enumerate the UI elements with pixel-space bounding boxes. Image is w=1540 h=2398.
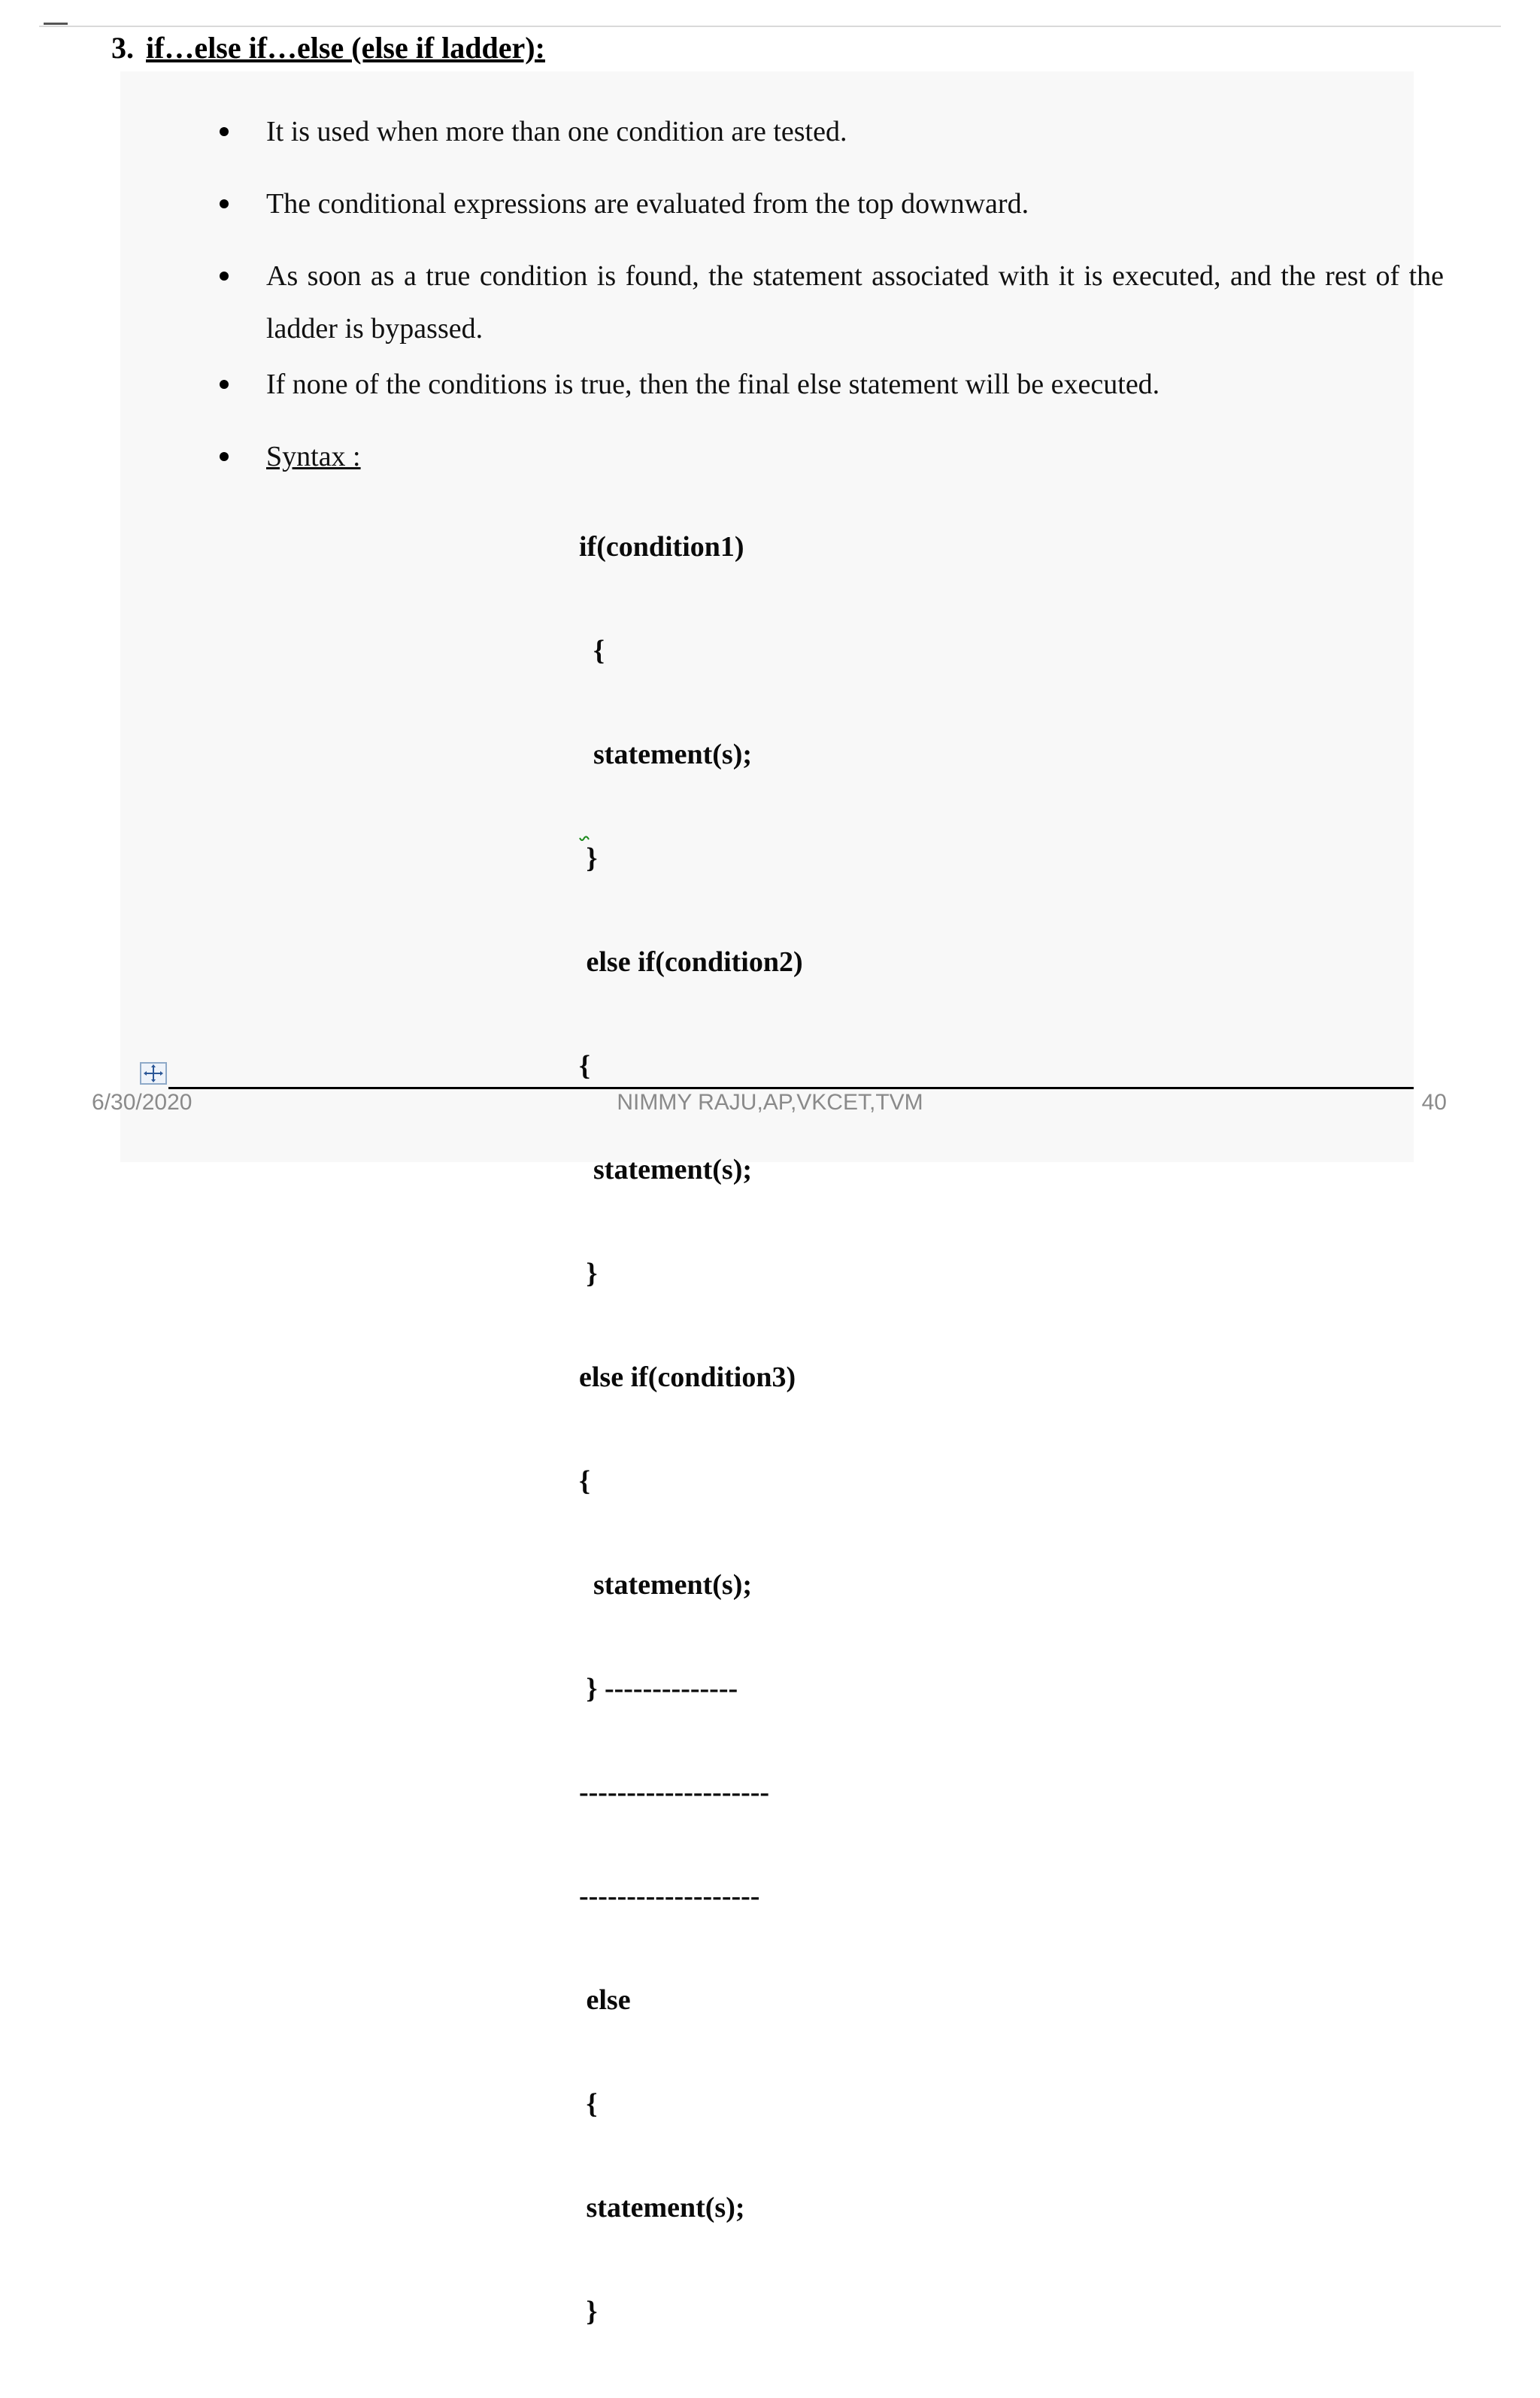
code-line: { <box>579 1050 590 1082</box>
footer-author: NIMMY RAJU,AP,VKCET,TVM <box>617 1090 923 1115</box>
bullet-text: It is used when more than one condition are tested. <box>266 116 847 147</box>
section-number: 3. <box>111 31 134 65</box>
code-line: } <box>579 842 598 874</box>
code-line: ------------------- <box>579 1880 760 1912</box>
code-line: } <box>579 1258 598 1289</box>
code-line: { <box>579 635 605 666</box>
syntax-label: Syntax : <box>266 441 361 472</box>
bullet-text: The conditional expressions are evaluated from the top downward. <box>266 188 1029 220</box>
bullet-dot-icon <box>220 127 229 136</box>
bullet-dot-icon <box>220 452 229 461</box>
code-line: } <box>579 2296 598 2327</box>
code-line: { <box>579 2088 598 2120</box>
code-line: statement(s); <box>579 739 753 770</box>
bullet-dot-icon <box>220 380 229 389</box>
bullet-item <box>211 430 1444 483</box>
code-line: statement(s); <box>579 1154 753 1185</box>
code-line: -------------------- <box>579 1777 770 1808</box>
move-cross-icon[interactable] <box>140 1062 167 1085</box>
code-line: statement(s); <box>579 2192 745 2223</box>
code-line: { <box>579 1465 590 1497</box>
section-title: if…else if…else (else if ladder): <box>146 31 545 65</box>
bullet-item <box>211 178 1444 230</box>
code-line: else if(condition2) <box>579 946 803 978</box>
code-line: else <box>579 1984 631 2016</box>
bullet-dot-icon <box>220 272 229 281</box>
code-line: else if(condition3) <box>579 1361 796 1393</box>
code-line: if(condition1) <box>579 531 744 563</box>
syntax-code-block <box>579 460 803 2398</box>
slide-number: 40 <box>1421 1090 1447 1115</box>
bullet-text: As soon as a true condition is found, the statement associated with it is executed, and the rest of the ladder is bypassed. <box>266 260 1444 345</box>
bullet-item <box>211 105 1444 158</box>
code-line: } -------------- <box>579 1673 738 1704</box>
bullet-item <box>211 250 1444 355</box>
top-corner-mark <box>44 23 68 25</box>
bullet-text: If none of the conditions is true, then the final else statement will be executed. <box>266 369 1160 400</box>
footer-date: 6/30/2020 <box>92 1090 192 1115</box>
bullet-item <box>211 358 1444 411</box>
top-divider <box>39 26 1501 27</box>
section-heading <box>111 30 545 65</box>
green-squiggle-icon <box>579 833 590 845</box>
bullet-list <box>211 105 1444 502</box>
code-line: statement(s); <box>579 1569 753 1601</box>
bullet-dot-icon <box>220 199 229 208</box>
